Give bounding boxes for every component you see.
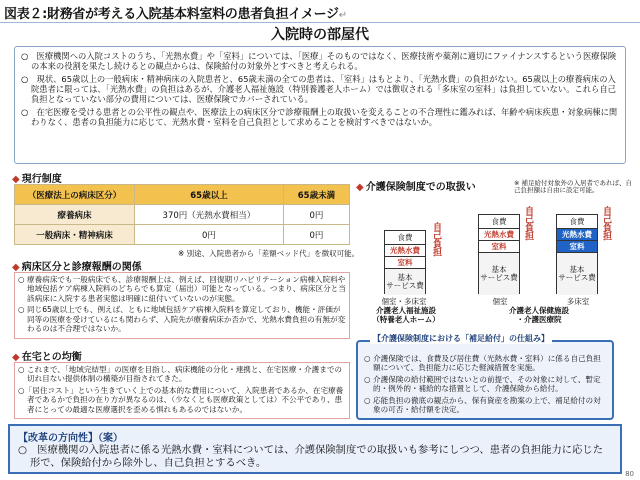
table-row xyxy=(15,185,350,205)
section-current: ◆ 現行制度 xyxy=(12,174,62,185)
section-byoshou: ◆ 病床区分と診療報酬の関係 xyxy=(12,262,142,273)
table-header: （医療法上の病床区分） xyxy=(15,185,135,205)
stack-tokuyo xyxy=(384,230,426,294)
seg-food: 食費 xyxy=(479,214,519,228)
seg-food: 食費 xyxy=(557,214,597,228)
stack-tashoshitsu xyxy=(556,214,598,294)
diamond-icon: ◆ xyxy=(12,262,20,273)
table-cell: 療養病床 xyxy=(15,205,135,225)
seg-base: 基本 サービス費 xyxy=(479,252,519,295)
intro-box xyxy=(14,46,626,164)
table-row xyxy=(15,205,350,225)
caption-3: 多床室 xyxy=(566,297,590,306)
seg-utility: 光熱水費 xyxy=(385,244,425,256)
list-item: ○ 介護保険の給付範囲ではないとの前提で、その対象に対して、暫定的・例外的・補給的な措置として、介護保険から給付。 xyxy=(364,374,601,394)
current-table xyxy=(14,184,350,245)
table-row xyxy=(15,225,350,245)
list-item: ○ 応能負担の徹底の観点から、保有資産を勘案の上で、補足給付の対象の可否・給付額を決定。 xyxy=(364,395,601,415)
seg-room: 室料 xyxy=(385,256,425,268)
diamond-icon: ◆ xyxy=(12,174,20,185)
kaigo-note: ※ 補足給付対象外の入居者であれば、自己負担額は自由に設定可能。 xyxy=(514,179,633,195)
table-cell: 0円 xyxy=(135,225,284,245)
label-self-pay-3: 自己負担 xyxy=(601,206,611,240)
reform-box xyxy=(8,424,622,474)
byoshou-box xyxy=(14,272,350,339)
stack-roken xyxy=(478,214,520,294)
table-header: 65歳未満 xyxy=(283,185,349,205)
caption-1: 個室・多床室 xyxy=(381,297,427,306)
table-header: 65歳以上 xyxy=(135,185,284,205)
seg-utility: 光熱水費 xyxy=(557,228,597,240)
label-self-pay-1: 自己負担 xyxy=(431,222,441,256)
diamond-icon: ◆ xyxy=(356,182,364,193)
page-number: 80 xyxy=(625,470,634,478)
seg-utility: 光熱水費 xyxy=(479,228,519,240)
hosoku-box xyxy=(356,340,614,420)
reform-body: ○ 医療機関の入院患者に係る光熱水費・室料については、介護保険制度での取扱いも参考にしつつ、患者の負担能力に応じた形で、保険給付から除外し、自己負担とするべき。 xyxy=(18,444,603,470)
table-cell: 370円（光熱水費相当） xyxy=(135,205,284,225)
current-note: ※ 別途、入院患者から「差額ベッド代」を徴収可能。 xyxy=(178,249,360,258)
reform-heading: 【改革の方向性】（案） xyxy=(18,433,123,444)
section-zaitaku: ◆ 在宅との均衡 xyxy=(12,352,82,363)
diamond-icon: ◆ xyxy=(12,352,20,363)
intro-point-2: ○ 現状、65歳以上の一般病床・精神病床の入院患者と、65歳未満の全ての患者は、「室料」はもとより、「光熱水費」の負担がない。65歳以上の療養病床の入院患者に限っては、「光熱水費」の負担はあるが、介護老人福祉施設（特別養護老人ホーム）では徴収される「多床室の室料」は負担していない。これら自己負担となっていない部分の費用については、医療保険でカバーされている。 xyxy=(21,73,616,105)
zaitaku-box xyxy=(14,362,350,419)
seg-room: 室料 xyxy=(479,240,519,252)
intro-point-1: ○ 医療機関への入院コストのうち、「光熱水費」や「室料」については、「医療」そのものではなく、医療技術や薬剤に適切にファイナンスするという医療保険の本来の役割を果たし続けるとの観点からは、保険給付の対象外とすべきと考えられる。 xyxy=(21,51,617,72)
seg-room: 室料 xyxy=(557,240,597,252)
caption-1b: 介護老人福祉施設 （特養老人ホーム） xyxy=(372,306,440,324)
section-kaigo: ◆ 介護保険制度での取扱い xyxy=(356,182,476,193)
seg-base: 基本 サービス費 xyxy=(557,252,597,295)
caption-2: 個室 xyxy=(492,297,508,306)
intro-point-3: ○ 在宅医療を受ける患者との公平性の観点や、医療法上の病床区分で診療報酬上の取扱いを変えることの不合理性に鑑みれば、年齢や病床疾患・対象病棟に関わりなく、患者の負担能力に応じて、光熱水費・室料を自己負担として求めることを検討すべきではないか。 xyxy=(21,106,618,128)
caption-2b: 介護老人保健施設 ・介護医療院 xyxy=(509,306,569,324)
list-item: ○ これまで、「地域完結型」の医療を目指し、病床機能の分化・連携と、在宅医療・介護までの切れ目ない提供体制の構築が目指されてきた。 xyxy=(18,365,343,384)
figure-title: 図表２:財務省が考える入院基本料室料の患者負担イメージ↵ xyxy=(4,7,347,22)
table-cell: 0円 xyxy=(283,225,349,245)
slide-title: 入院時の部屋代 xyxy=(271,27,369,43)
seg-base: 基本 サービス費 xyxy=(385,268,425,295)
label-self-pay-2: 自己負担 xyxy=(523,206,533,240)
list-item: ○ 同じ65歳以上でも、例えば、ともに地域包括ケア病棟入院料を算定しており、機能・評価が同等の医療を受けているにも関わらず、入院先が療養病床か否かで、光熱水費負担の有無が変わるのは不合理ではないか。 xyxy=(18,305,346,334)
table-cell: 一般病床・精神病床 xyxy=(15,225,135,245)
list-item: ○「居住コスト」という生きていく上での基本的な費用について、入院患者であるか、在宅療養者であるかで負担の在り方が異なるのは、（少なくとも医療政策としては）不公平であり、患者にとっての最適な医療選択を歪める惧れもあるのではないか。 xyxy=(18,385,344,414)
seg-food: 食費 xyxy=(385,230,425,244)
list-item: ○ 療養病床でも一般病床でも、診療報酬上は、例えば、回復期リハビリテーション病棟入院料や地域包括ケア病棟入院料のどちらでも算定（届出）可能となっている。つまり、病床区分と当該病床に入院する患者実態は明確に紐付いていないのが実態。 xyxy=(18,275,346,303)
list-item: ○ 介護保険では、食費及び居住費（光熱水費・室料）に係る自己負担額について、負担能力に応じた軽減措置を実施。 xyxy=(364,354,601,373)
table-cell: 0円 xyxy=(283,205,349,225)
hosoku-title: 【介護保険制度における「補足給付」の仕組み】 xyxy=(370,333,552,344)
